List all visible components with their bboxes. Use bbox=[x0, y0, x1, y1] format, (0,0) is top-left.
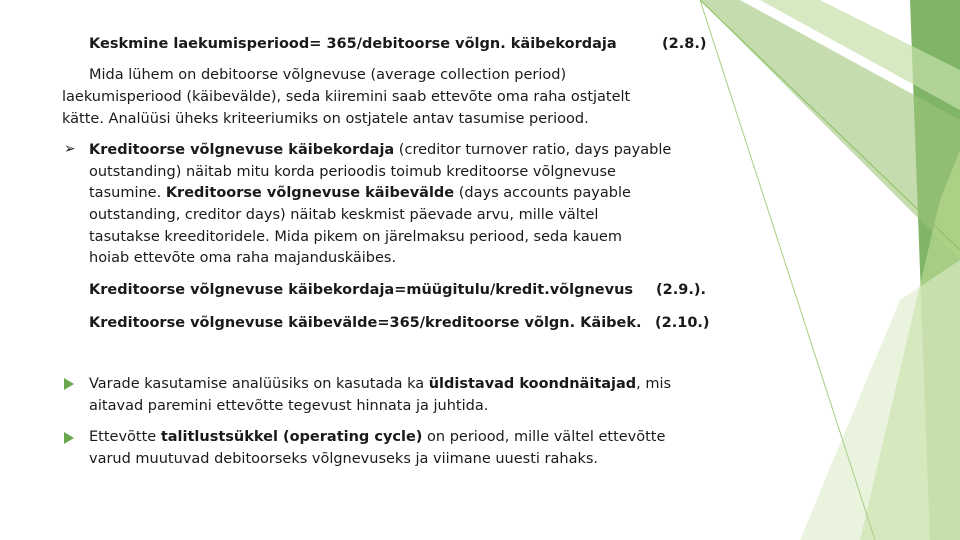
paragraph-line: laekumisperiood (käibevälde), seda kiiremini saab ettevõte oma raha ostjatelt bbox=[62, 89, 631, 105]
bullet-line bbox=[89, 374, 671, 396]
triangle-bullet-icon bbox=[64, 378, 74, 390]
text-span: (creditor turnover ratio, days payable bbox=[394, 142, 672, 158]
formula-number: (2.10.) bbox=[655, 315, 710, 331]
bold-term: Kreditoorse võlgnevuse käibevälde bbox=[165, 185, 455, 201]
text-span: Ettevõtte bbox=[89, 429, 161, 445]
bullet-line bbox=[89, 183, 631, 205]
bold-term: talitlustsükkel (operating cycle) bbox=[160, 429, 423, 445]
triangle-bullet-icon bbox=[64, 432, 74, 444]
bullet-line: tasutakse kreeditoridele. Mida pikem on järelmaksu periood, seda kauem bbox=[89, 229, 622, 245]
formula-kaibekordaja: Kreditoorse võlgnevuse käibekordaja=müügitulu/kredit.võlgnevus bbox=[89, 282, 634, 298]
bullet-line bbox=[89, 427, 665, 449]
arrow-bullet-icon: ➢ bbox=[64, 141, 76, 157]
bullet-line: aitavad paremini ettevõtte tegevust hinnata ja juhtida. bbox=[89, 398, 489, 414]
text-span: (days accounts payable bbox=[454, 185, 631, 201]
bold-term: üldistavad koondnäitajad bbox=[428, 376, 637, 392]
bullet-line: varud muutuvad debitoorseks võlgnevuseks ja viimane uuesti rahaks. bbox=[89, 451, 599, 467]
bold-term: Kreditoorse võlgnevuse käibekordaja bbox=[89, 142, 395, 158]
formula-laekumisperiood: Keskmine laekumisperiood= 365/debitoorse võlgn. käibekordaja bbox=[89, 36, 617, 52]
text-span: Varade kasutamise analüüsiks on kasutada ka bbox=[89, 376, 429, 392]
bullet-line: outstanding, creditor days) näitab keskmist päevade arvu, mille vältel bbox=[89, 207, 599, 223]
text-span: , mis bbox=[636, 376, 672, 392]
bullet-line: hoiab ettevõte oma raha majanduskäibes. bbox=[89, 250, 397, 266]
text-span: on periood, mille vältel ettevõtte bbox=[422, 429, 666, 445]
text-span: tasumine. bbox=[89, 185, 166, 201]
paragraph-line: Mida lühem on debitoorse võlgnevuse (average collection period) bbox=[89, 67, 567, 83]
formula-kaibevalde: Kreditoorse võlgnevuse käibevälde=365/kreditoorse võlgn. Käibek. bbox=[89, 315, 642, 331]
bullet-line: outstanding) näitab mitu korda perioodis toimub kreditoorse võlgnevuse bbox=[89, 164, 616, 180]
decorative-green-shapes bbox=[700, 0, 960, 540]
formula-number: (2.9.). bbox=[656, 282, 706, 298]
formula-number: (2.8.) bbox=[662, 36, 707, 52]
paragraph-line: kätte. Analüüsi üheks kriteeriumiks on ostjatele antav tasumise periood. bbox=[62, 111, 589, 127]
bullet-line bbox=[89, 140, 671, 162]
